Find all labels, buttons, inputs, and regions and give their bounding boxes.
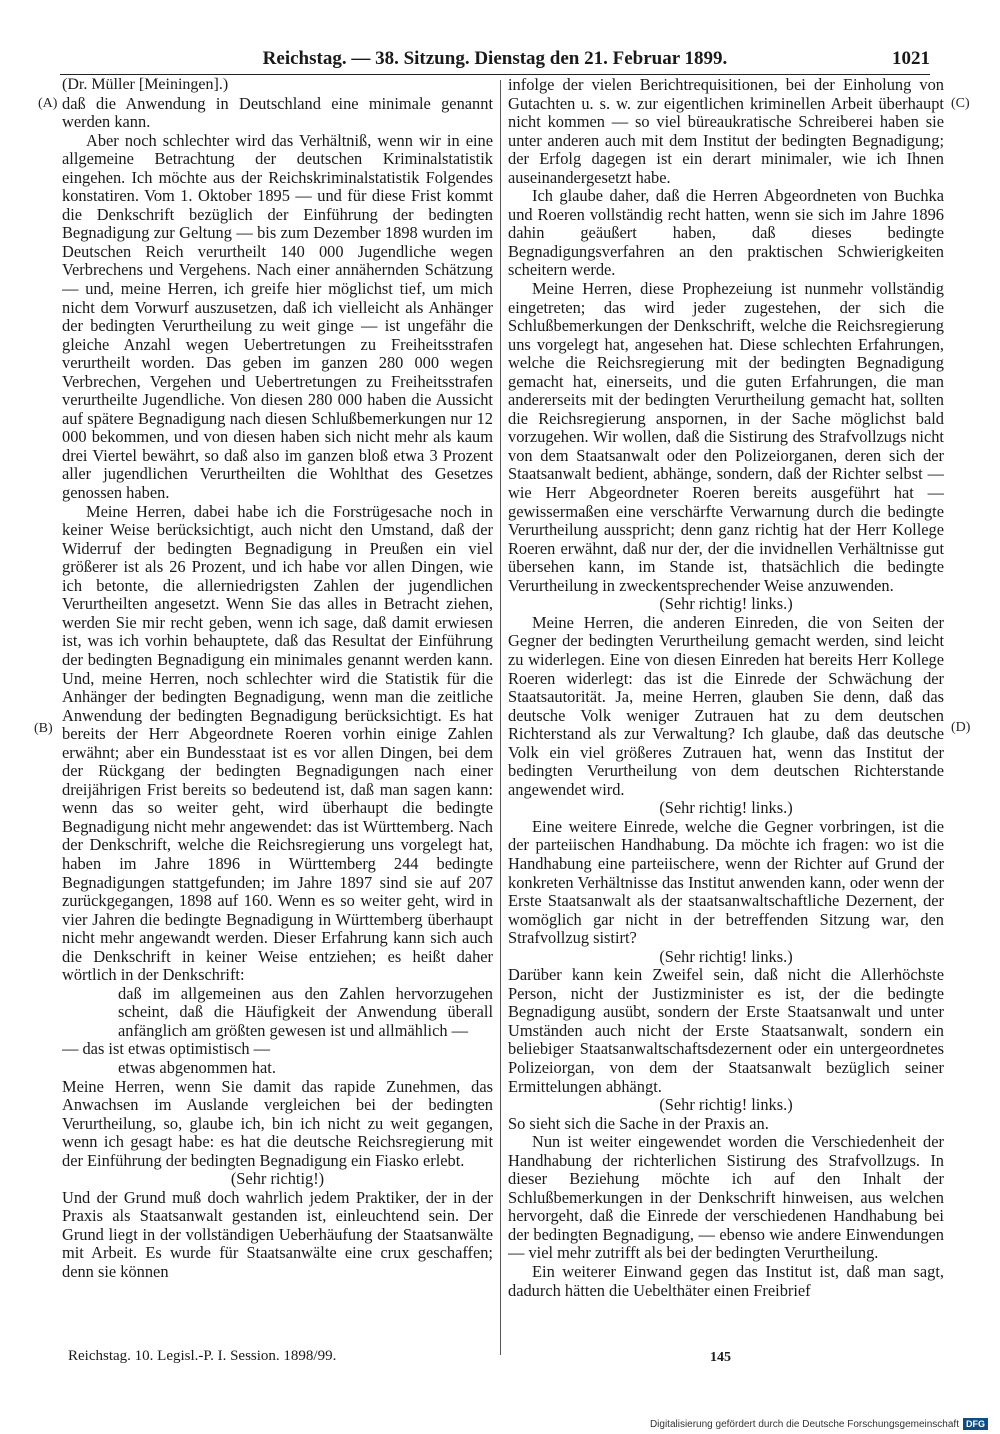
dfg-logo-icon: DFG [963,1418,988,1430]
paragraph: infolge der vielen Berichtrequisitionen, bei der Einholung von Gutachten u. s. w. zur eigentlichen kriminellen Arbeit überhaupt nicht kommen — so viel büreaukratische Schreiberei haben sie unter anderen auch mit dem Institut der bedingten Begnadigung; der Erfolg dagegen ist ein derart minimaler, wie ich Ihnen auseinandergesetzt habe. [508,76,944,187]
paragraph: So sieht sich die Sache in der Praxis an. [508,1113,769,1133]
quotation: etwas abgenommen hat. [118,1057,276,1077]
paragraph: Meine Herren, diese Prophezeiung ist nunmehr vollständig eingetreten; das wird jeder zugestehen, der sich die Schlußbemerkungen der Denkschrift, welche die Reichsregierung uns vorgelegt hat, angesehen hat. Diese schlechten Erfahrungen, welche die Reichsregierung mit der bedingten Begnadigung gemacht hat, einerseits, und die guten Erfahrungen, die man andererseits mit der bedingten Verurtheilung gemacht hat, sollten die Reichsregierung anspornen, in der Sache möglichst bald vorzugehen. Wir wollen, daß die Sistirung des Strafvollzugs nicht von dem Staatsanwalt oder den Polizeiorganen, deren sich der Staatsanwalt bedient, abhänge, sondern, daß der Richter selbst — wie Herr Abgeordneter Roeren bereits ausgeführt hat — gewissermaßen eine verschärfte Verwarnung durch die bedingte Verurtheilung ausspricht; denn ganz richtig hat der Herr Kollege Roeren erwähnt, daß nur der, der die invidnellen Verhältnisse gut übersehen kann, im Stande ist, thatsächlich die bedingte Verurtheilung in zweckentsprechender Weise anzuwenden. [508,279,944,595]
paragraph: Meine Herren, die anderen Einreden, die von Seiten der Gegner der bedingten Verurtheilung gemacht werden, sind leicht zu widerlegen. Eine von diesen Einreden hat bereits Herr Kollege Roeren widerlegt: das ist die Einrede der Schwächung der Staatsautorität. Ja, meine Herren, glauben Sie denn, daß das deutsche Volk weniger Zutrauen hat zu dem deutschen Richterstand als zur Verwaltung? Ich glaube, daß das deutsche Volk ein viel größeres Zutrauen hat, wenn das Institut der bedingten Verurtheilung von dem deutschen Richterstande angewendet wird. [508,612,944,799]
quotation-aside: — das ist etwas optimistisch — [62,1039,271,1059]
paragraph: Aber noch schlechter wird das Verhältniß, wenn wir in eine allgemeine Betrachtung der deutschen Kriminalstatistik eingehen. Ich möchte aus der Reichskriminalstatistik Folgendes konstatiren. Vom 1. Oktober 1895 — und für diese Frist kommt die Denkschrift bezüglich der Einführung der bedingten Begnadigung zur Geltung — bis zum Dezember 1898 wurden im Deutschen Reich verurtheilt 140 000 Jugendliche wegen Verbrechens und Vergehens. Nach einer annähernden Schätzung — und, meine Herren, ich greife hier möglichst tief, um mich nicht dem Vorwurf auszusetzen, daß ich vielleicht als Anhänger der bedingten Verurtheilung zu weit ginge — ist ungefähr die gleiche Anzahl wegen Uebertretungen zu Freiheitsstrafen verurtheilt worden. Das geben im ganzen 280 000 wegen Verbrechen, Vergehen und Uebertretungen zu Freiheitsstrafen verurtheilte Jugendliche. Von diesen 280 000 haben die Aussicht auf spätere Begnadigung nach diesen Schlußbemerkungen nur 12 000 bekommen, und von diesen haben sich nicht mehr als kaum drei Viertel bewährt, so daß also im ganzen bloß etwa 3 Prozent aller jugendlichen Verurtheilten die Wohlthat des Gesetzes genossen haben. [62,130,493,503]
margin-mark-a: (A) [38,96,58,111]
right-column [508,76,944,1356]
page-header [60,44,930,75]
digitization-credit [650,1418,988,1430]
column-divider [500,80,501,1355]
paragraph: Ich glaube daher, daß die Herren Abgeordneten von Buchka und Roeren vollständig recht hatten, wenn sie sich im Jahre 1896 dahin geäußert haben, daß dieses bedingte Begnadigungsverfahren an den praktischen Schwierigkeiten scheitern werde. [508,186,944,280]
paragraph: Nun ist weiter eingewendet worden die Verschiedenheit der Handhabung der richterlichen Sistirung des Strafvollzugs. In dieser Beziehung möchte ich auf den Inhalt der Schlußbemerkungen in der Denkschrift hinweisen, aus welchen hervorgeht, daß die Einrede der verschiedenen Handhabung bei der bedingten Begnadigung, — ebenso wie andere Einwendungen — viel mehr zutrifft als bei der bedingten Verurtheilung. [508,1132,944,1263]
credit-text: Digitalisierung gefördert durch die Deutsche Forschungsgemeinschaft [649,1418,959,1430]
margin-mark-b: (B) [34,721,53,736]
speaker-line: (Dr. Müller [Meiningen].) [62,76,229,93]
margin-mark-c: (C) [951,96,970,111]
interjection: (Sehr richtig! links.) [659,798,793,818]
footer-session: Reichstag. 10. Legisl.-P. I. Session. 1898/99. [68,1348,337,1364]
paragraph: Meine Herren, dabei habe ich die Forstrügesache noch in keiner Weise berücksichtigt, auch nicht den Umstand, daß der Widerruf der bedingten Begnadigung in Preußen ein viel größerer ist als 26 Prozent, und ich habe vor allen Dingen, wie ich betonte, die allerniedrigsten Zahlen der jugendlichen Verurtheilten angesetzt. Wenn Sie das alles in Betracht ziehen, werden Sie mir recht geben, wenn ich sage, daß damit erwiesen ist, was ich vorhin behauptete, daß das Resultat der Einführung der bedingten Begnadigung ein minimales genannt werden kann. Und, meine Herren, noch schlechter wird die Statistik für die Anhänger der bedingten Begnadigung, wenn man die zeitliche Anwendung der bedingten Begnadigung berücksichtigt. Es hat bereits der Herr Abgeordnete Roeren vorhin einige Zahlen erwähnt; aber ein Bundesstaat ist es vor allen Dingen, bei dem der Rückgang der bedingten Begnadigungen nach einer dreijährigen Frist bereits so bedeutend ist, daß man sagen kann: wenn das so weiter geht, wird überhaupt die bedingte Begnadigung nicht mehr angewendet: das ist Württemberg. Nach der Denkschrift, welche die Reichsregierung uns vorgelegt hat, haben im Jahre 1896 in Württemberg 244 bedingte Begnadigungen stattgefunden; im Jahre 1897 sind sie auf 207 zurückgegangen, 1898 auf 160. Wenn es so weiter geht, wird in vier Jahren die bedingte Begnadigung in Württemberg überhaupt nicht mehr angewandt werden. Dieser Erfahrung kann sich auch die Denkschrift in keiner Weise entziehen; es heißt daher wörtlich in der Denkschrift: [62,501,493,985]
paragraph: Ein weiterer Einwand gegen das Institut ist, daß man sagt, dadurch hätten die Uebelthäter einen Freibrief [508,1262,944,1300]
interjection: (Sehr richtig! links.) [659,1095,793,1115]
paragraph: Meine Herren, wenn Sie damit das rapide Zunehmen, das Anwachsen im Auslande vergleichen bei der bedingten Verurtheilung, so, glaube ich, bin ich nicht zu weit gegangen, wenn ich gesagt habe: es hat die deutsche Reichsregierung mit der Einführung der bedingten Begnadigung ein Fiasko erlebt. [62,1076,493,1170]
paragraph: daß die Anwendung in Deutschland eine minimale genannt werden kann. [62,93,493,132]
page-number: 1021 [892,48,930,69]
left-column [62,76,493,1356]
interjection: (Sehr richtig!) [230,1169,325,1189]
margin-mark-d: (D) [951,720,971,735]
paragraph: Eine weitere Einrede, welche die Gegner vorbringen, ist die der parteiischen Handhabung. Da möchte ich fragen: wo ist die Handhabung eine parteiischere, wenn der Richter auf Grund der konkreten Verhältnisse das Institut anwenden kann, oder wenn der Erste Staatsanwalt als der staatsanwaltschaftliche Dezernent, der womöglich gar nicht in der betreffenden Sitzung war, den Strafvollzug sistirt? [508,816,944,948]
interjection: (Sehr richtig! links.) [659,946,793,966]
header-title: Reichstag. — 38. Sitzung. Dienstag den 21. Februar 1899. [262,48,728,69]
interjection: (Sehr richtig! links.) [659,594,793,614]
paragraph: Und der Grund muß doch wahrlich jedem Praktiker, der in der Praxis als Staatsanwalt gestanden ist, einleuchtend sein. Der Grund liegt in der vollständigen Ueberhäufung der Staatsanwälte mit Arbeit. Es wurde für Staatsanwälte eine crux geschaffen; denn sie können [62,1187,493,1281]
quotation: daß im allgemeinen aus den Zahlen hervorzugehen scheint, daß die Häufigkeit der Anwendung überall anfänglich am größten gewesen ist und allmählich — [118,983,493,1040]
footer-sheet-number: 145 [710,1350,731,1365]
paragraph: Darüber kann kein Zweifel sein, daß nicht die Allerhöchste Person, nicht der Justizminister es ist, der die bedingte Begnadigung ausübt, sondern der Erste Staatsanwalt und unter Umständen auch nicht der Erste Staatsanwalt, sondern ein beliebiger Staatsanwaltschaftsdezernent oder ein untergeordnetes Polizeiorgan, von dem der Staatsanwalt bezüglich seiner Ermittelungen abhängt. [508,965,944,1096]
